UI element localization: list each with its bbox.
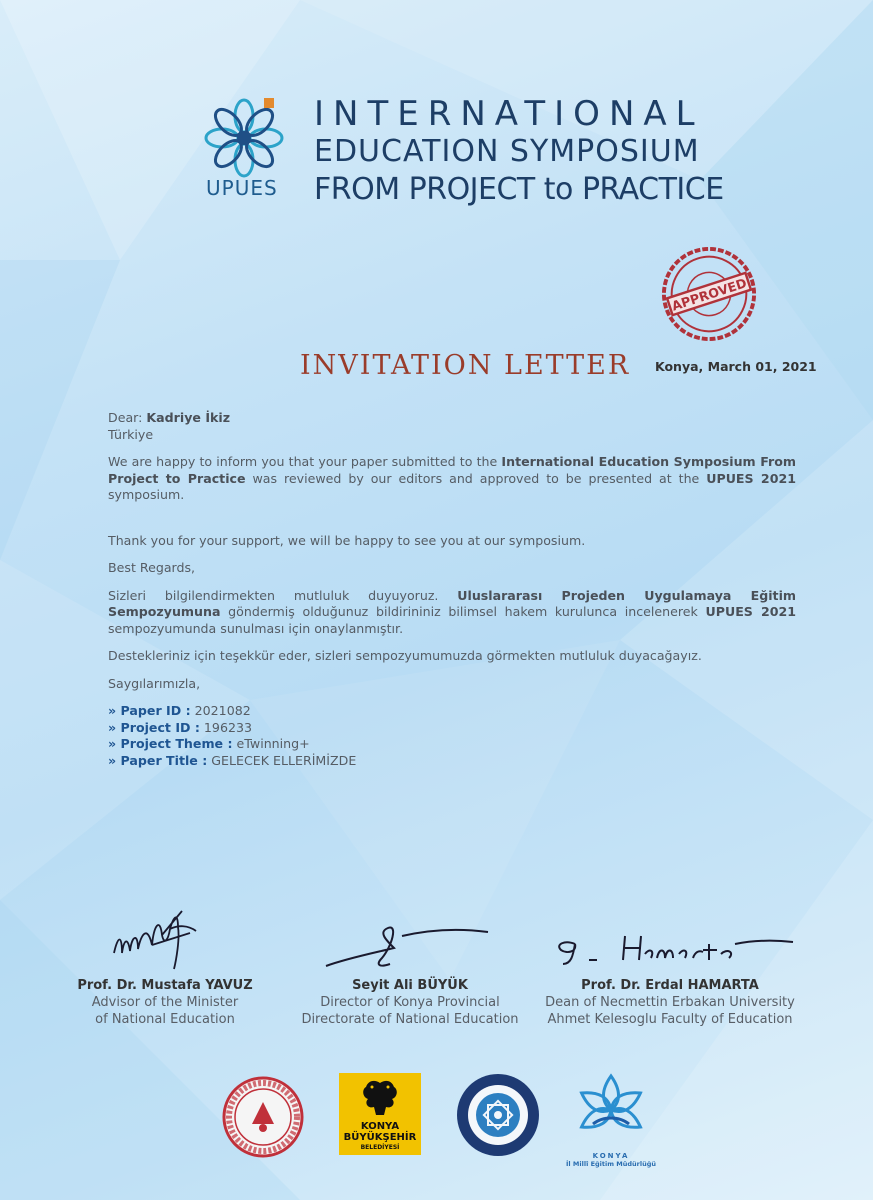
- partner-logos: [0, 1070, 873, 1170]
- turkish-paragraph-2: Destekleriniz için teşekkür eder, sizleri sempozyumumuzda görmekten mutluluk duyacağayız.: [108, 648, 702, 663]
- konya-logo-line-2: BÜYÜKŞEHİR: [343, 1132, 417, 1143]
- dear-label: Dear:: [108, 410, 143, 425]
- necmettin-erbakan-university-seal-icon: [455, 1072, 541, 1158]
- double-headed-eagle-icon: [360, 1077, 400, 1119]
- meb-city: KONYA: [592, 1152, 630, 1160]
- signatory-title-line-2: of National Education: [95, 1012, 235, 1027]
- signatory-title-line-1: Advisor of the Minister: [91, 995, 239, 1010]
- signatory-name: Prof. Dr. Erdal HAMARTA: [581, 978, 759, 993]
- signatory-title-line-1: Director of Konya Provincial: [320, 995, 500, 1010]
- paper-title-row: » Paper Title : GELECEK ELLERİMİZDE: [108, 752, 357, 768]
- title-line-3: FROM PROJECT to PRACTICE: [314, 172, 724, 207]
- english-paragraph-1: We are happy to inform you that your paper submitted to the International Education Symposium From Project to Practice was reviewed by our editors and approved to be presented at the UPUES 2021 symposium.: [108, 454, 796, 502]
- logo-acronym: UPUES: [206, 176, 278, 200]
- paper-details: [108, 703, 796, 769]
- konya-national-education-logo-icon: [568, 1070, 654, 1150]
- signatory-yavuz: [60, 977, 270, 1028]
- svg-text:APPROVED: APPROVED: [670, 276, 749, 315]
- signature-hamarta: [545, 930, 795, 970]
- approved-stamp: [660, 245, 758, 343]
- symposium-header: [196, 88, 756, 208]
- recipient-country: Türkiye: [108, 426, 154, 442]
- letter-body: [108, 410, 796, 769]
- paper-id-row: » Paper ID : 2021082: [108, 703, 251, 718]
- signatory-title-line-1: Dean of Necmettin Erbakan University: [545, 995, 795, 1010]
- konya-metropolitan-logo: [339, 1073, 421, 1155]
- english-regards: Best Regards,: [108, 560, 196, 575]
- project-theme-row: » Project Theme : eTwinning+: [108, 736, 310, 751]
- recipient-name: Kadriye İkiz: [146, 410, 231, 425]
- konya-national-education-caption: [562, 1152, 660, 1168]
- konya-logo-line-3: BELEDİYESİ: [360, 1144, 400, 1151]
- signatory-name: Seyit Ali BÜYÜK: [352, 978, 468, 993]
- signature-buyuk: [318, 918, 498, 978]
- konya-governorship-seal-icon: [222, 1076, 304, 1158]
- signatory-name: Prof. Dr. Mustafa YAVUZ: [77, 978, 253, 993]
- project-id-row: » Project ID : 196233: [108, 719, 252, 735]
- signatory-hamarta: [540, 977, 800, 1028]
- meb-name: İl Millî Eğitim Müdürlüğü: [566, 1160, 656, 1168]
- konya-logo-line-1: KONYA: [360, 1121, 400, 1132]
- signatory-title-line-2: Ahmet Kelesoglu Faculty of Education: [547, 1012, 793, 1027]
- title-line-2: EDUCATION SYMPOSIUM: [314, 134, 700, 169]
- english-paragraph-2: Thank you for your support, we will be happy to see you at our symposium.: [108, 532, 586, 548]
- turkish-paragraph-1: Sizleri bilgilendirmekten mutluluk duyuyoruz. Uluslararası Projeden Uygulamaya Eğitim Sempozyumuna göndermiş olduğunuz bildirininiz bilimsel hakem kurulunca incelenerek UPUES 2021 sempozyumunda sunulması için onaylanmıştır.: [108, 587, 797, 636]
- title-line-1: INTERNATIONAL: [314, 94, 704, 134]
- invitation-title: INVITATION LETTER: [300, 350, 631, 381]
- salutation: [108, 410, 796, 427]
- letter-date: Konya, March 01, 2021: [655, 359, 817, 374]
- turkish-regards: Saygılarımızla,: [108, 675, 201, 691]
- signature-yavuz: [108, 905, 208, 975]
- signatory-buyuk: [295, 977, 525, 1028]
- signatory-title-line-2: Directorate of National Education: [301, 1012, 519, 1027]
